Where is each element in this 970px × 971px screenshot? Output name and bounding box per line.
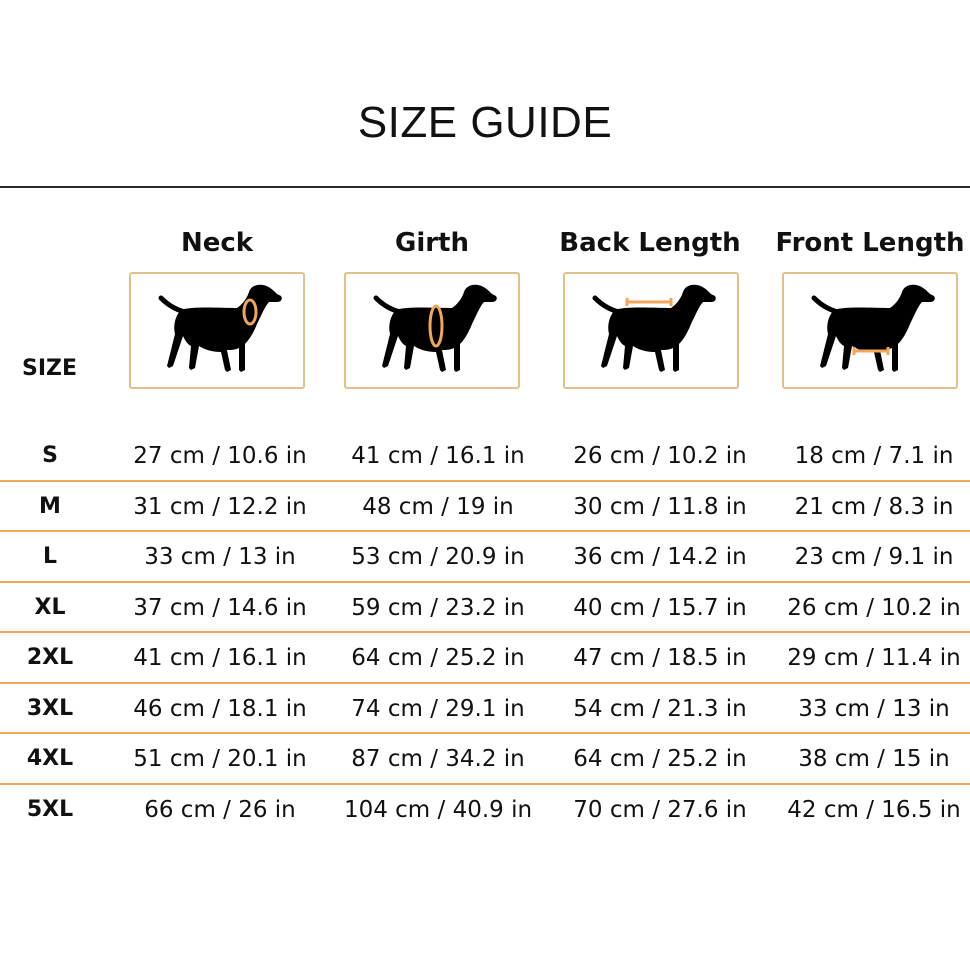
measurement-cell: 54 cm / 21.3 in (573, 695, 747, 722)
table-row (0, 431, 970, 481)
size-label: XL (34, 594, 66, 620)
dog-neck-measure-icon (131, 274, 303, 387)
measurement-cell: 46 cm / 18.1 in (133, 695, 307, 722)
dog-back-length-measure-icon (565, 274, 737, 387)
column-header-girth: Girth (394, 228, 469, 258)
measurement-cell: 64 cm / 25.2 in (351, 645, 525, 671)
size-label: 3XL (26, 695, 74, 721)
size-label: L (42, 544, 58, 569)
title-divider (0, 186, 970, 188)
neck-illustration-card (129, 272, 305, 389)
table-row (0, 785, 970, 835)
table-row (0, 583, 970, 633)
measurement-cell: 26 cm / 10.2 in (787, 594, 961, 621)
back-length-illustration-card (563, 272, 739, 389)
measurement-cell: 41 cm / 16.1 in (133, 645, 307, 671)
table-row (0, 734, 970, 784)
size-label: 5XL (26, 796, 74, 822)
measurement-cell: 21 cm / 8.3 in (794, 493, 954, 520)
size-label: 4XL (26, 746, 74, 771)
measurement-cell: 41 cm / 16.1 in (351, 443, 525, 469)
table-row (0, 684, 970, 734)
measurement-cell: 47 cm / 18.5 in (573, 645, 747, 671)
girth-illustration-card (344, 272, 520, 389)
measurement-cell: 87 cm / 34.2 in (351, 746, 525, 772)
measurement-cell: 27 cm / 10.6 in (133, 443, 307, 469)
measurement-cell: 74 cm / 29.1 in (351, 695, 525, 722)
measurement-cell: 70 cm / 27.6 in (573, 796, 747, 823)
dog-front-length-measure-icon (784, 274, 956, 387)
size-label: S (42, 443, 58, 468)
measurement-cell: 40 cm / 15.7 in (573, 594, 747, 621)
front-length-illustration-card (782, 272, 958, 389)
measurement-cell: 23 cm / 9.1 in (794, 544, 954, 570)
measurement-cell: 64 cm / 25.2 in (573, 746, 747, 772)
measurement-cell: 104 cm / 40.9 in (343, 796, 533, 823)
size-label: M (39, 493, 61, 519)
size-column-header: SIZE (22, 356, 78, 381)
table-row (0, 482, 970, 532)
table-row (0, 532, 970, 582)
column-header-back-length: Back Length (559, 228, 741, 258)
measurement-cell: 33 cm / 13 in (798, 695, 950, 722)
measurement-cell: 36 cm / 14.2 in (573, 544, 747, 570)
column-header-front-length: Front Length (775, 228, 965, 258)
table-row (0, 633, 970, 683)
measurement-cell: 26 cm / 10.2 in (573, 443, 747, 469)
measurement-cell: 38 cm / 15 in (798, 746, 950, 772)
measurement-cell: 59 cm / 23.2 in (351, 594, 525, 621)
measurement-cell: 53 cm / 20.9 in (351, 544, 525, 570)
measurement-cell: 31 cm / 12.2 in (133, 493, 307, 520)
measurement-cell: 51 cm / 20.1 in (133, 746, 307, 772)
dog-girth-measure-icon (346, 274, 518, 387)
measurement-cell: 42 cm / 16.5 in (787, 796, 961, 823)
column-header-neck: Neck (180, 228, 254, 258)
measurement-cell: 30 cm / 11.8 in (573, 493, 747, 520)
measurement-cell: 18 cm / 7.1 in (794, 443, 954, 469)
measurement-cell: 33 cm / 13 in (144, 544, 296, 570)
measurement-cell: 37 cm / 14.6 in (133, 594, 307, 621)
measurement-cell: 48 cm / 19 in (362, 493, 514, 520)
page-title: SIZE GUIDE (357, 98, 613, 147)
measurement-cell: 66 cm / 26 in (144, 796, 296, 823)
size-label: 2XL (26, 645, 74, 670)
measurement-cell: 29 cm / 11.4 in (787, 645, 961, 671)
